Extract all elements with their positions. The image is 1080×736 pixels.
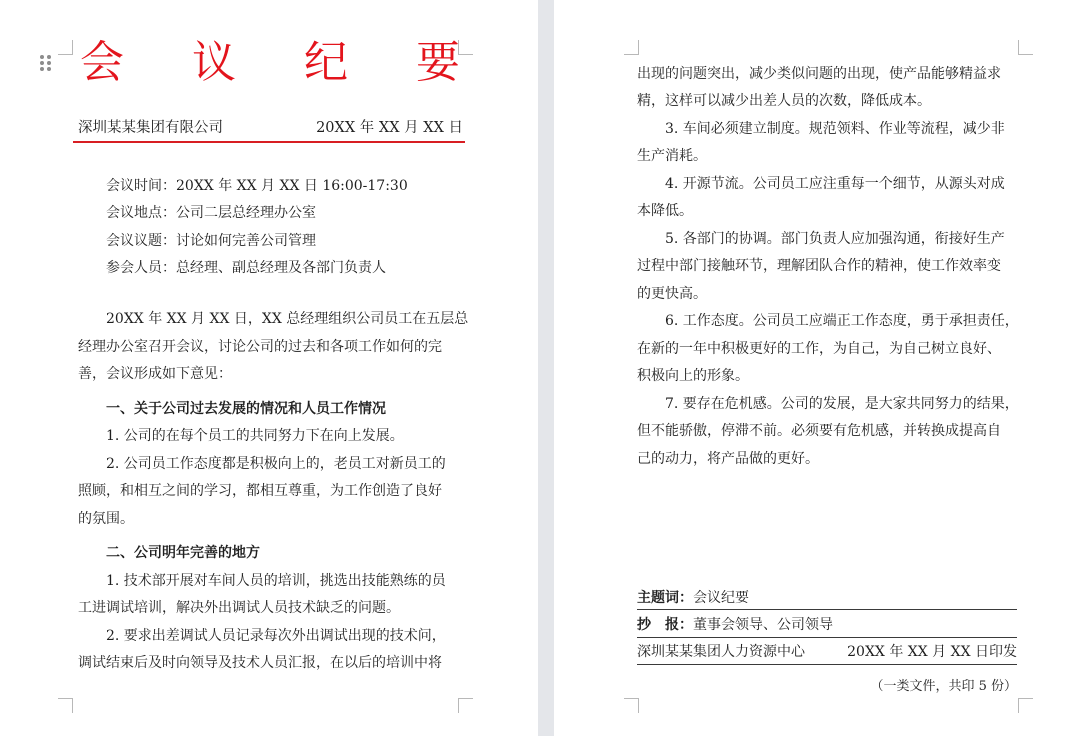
title-char: 要 [416, 37, 460, 88]
subject-row [637, 587, 1017, 609]
item-7-line: 己的动力，将产品做的更好。 [637, 451, 819, 467]
section-2-item-1-line: 工进调试培训，解决外出调试人员技术缺乏的问题。 [78, 600, 400, 616]
item-3-line: 3. 车间必须建立制度。规范领料、作业等流程，减少非 [665, 121, 1005, 137]
cc-value: 董事会领导、公司领导 [693, 617, 833, 633]
section-1-item-2-line: 2. 公司员工作态度都是积极向上的，老员工对新员工的 [106, 456, 446, 472]
cc-label: 抄 报： [637, 617, 693, 633]
intro-line: 经理办公室召开会议，讨论公司的过去和各项工作如何的完 [78, 339, 442, 355]
section-1-item-1: 1. 公司的在每个员工的共同努力下在向上发展。 [106, 428, 404, 444]
copies-row [637, 676, 1017, 698]
footer-rule [637, 637, 1017, 638]
footer-rule [637, 609, 1017, 610]
crop-mark [458, 698, 473, 713]
subject-value: 会议纪要 [693, 590, 749, 606]
intro-line: 善，会议形成如下意见： [78, 366, 232, 382]
document-page-1 [0, 0, 538, 736]
crop-mark [58, 698, 73, 713]
crop-mark [624, 40, 639, 55]
section-2-item-2-line: 调试结束后及时向领导及技术人员汇报，在以后的培训中将 [78, 655, 442, 671]
company-name: 深圳某某集团有限公司 [78, 120, 223, 136]
page-gap [538, 0, 554, 736]
drag-handle-icon[interactable] [40, 55, 52, 73]
meeting-topic: 会议议题：讨论如何完善公司管理 [106, 233, 316, 249]
cc-row [637, 614, 1017, 636]
title-char: 会 [80, 37, 124, 88]
title-char: 纪 [304, 37, 348, 88]
document-title [80, 30, 460, 86]
meeting-time: 会议时间：20XX 年 XX 月 XX 日 16:00-17:30 [106, 178, 408, 194]
item-6-line: 积极向上的形象。 [637, 368, 749, 384]
item-5-line: 过程中部门接触环节，理解团队合作的精神，使工作效率变 [637, 258, 1001, 274]
continued-line: 精，这样可以减少出差人员的次数，降低成本。 [637, 93, 931, 109]
red-divider [73, 141, 465, 143]
document-header [78, 117, 463, 139]
issuer: 深圳某某集团人力资源中心 [637, 644, 805, 660]
continued-line: 出现的问题突出，减少类似问题的出现，使产品能够精益求 [637, 66, 1001, 82]
section-2-item-1-line: 1. 技术部开展对车间人员的培训，挑选出技能熟练的员 [106, 573, 446, 589]
meeting-attendees: 参会人员：总经理、副总经理及各部门负责人 [106, 260, 386, 276]
item-6-line: 在新的一年中积极更好的工作，为自己，为自己树立良好、 [637, 341, 1001, 357]
crop-mark [624, 698, 639, 713]
title-char: 议 [192, 37, 236, 88]
section-2-heading: 二、公司明年完善的地方 [106, 545, 260, 561]
issue-date: 20XX 年 XX 月 XX 日印发 [847, 644, 1017, 660]
section-1-item-2-line: 的氛围。 [78, 511, 134, 527]
item-6-line: 6. 工作态度。公司员工应端正工作态度，勇于承担责任， [665, 313, 1019, 329]
crop-mark [458, 40, 473, 55]
item-7-line: 7. 要存在危机感。公司的发展，是大家共同努力的结果， [665, 396, 1019, 412]
section-1-heading: 一、关于公司过去发展的情况和人员工作情况 [106, 401, 386, 417]
issuer-row [637, 641, 1017, 663]
crop-mark [1018, 698, 1033, 713]
subject-label: 主题词： [637, 590, 693, 606]
section-2-item-2-line: 2. 要求出差调试人员记录每次外出调试出现的技术问， [106, 628, 446, 644]
copies-note: （一类文件，共印 5 份） [870, 679, 1017, 694]
item-5-line: 的更快高。 [637, 286, 707, 302]
item-7-line: 但不能骄傲，停滞不前。必须要有危机感，并转换成提高自 [637, 423, 1001, 439]
intro-line: 20XX 年 XX 月 XX 日，XX 总经理组织公司员工在五层总 [106, 311, 469, 327]
meeting-location: 会议地点：公司二层总经理办公室 [106, 205, 316, 221]
item-4-line: 本降低。 [637, 203, 693, 219]
section-1-item-2-line: 照顾，和相互之间的学习，都相互尊重，为工作创造了良好 [78, 483, 442, 499]
crop-mark [58, 40, 73, 55]
crop-mark [1018, 40, 1033, 55]
item-3-line: 生产消耗。 [637, 148, 707, 164]
item-5-line: 5. 各部门的协调。部门负责人应加强沟通，衔接好生产 [665, 231, 1005, 247]
item-4-line: 4. 开源节流。公司员工应注重每一个细节，从源头对成 [665, 176, 1005, 192]
document-date: 20XX 年 XX 月 XX 日 [316, 120, 463, 136]
footer-rule [637, 664, 1017, 665]
